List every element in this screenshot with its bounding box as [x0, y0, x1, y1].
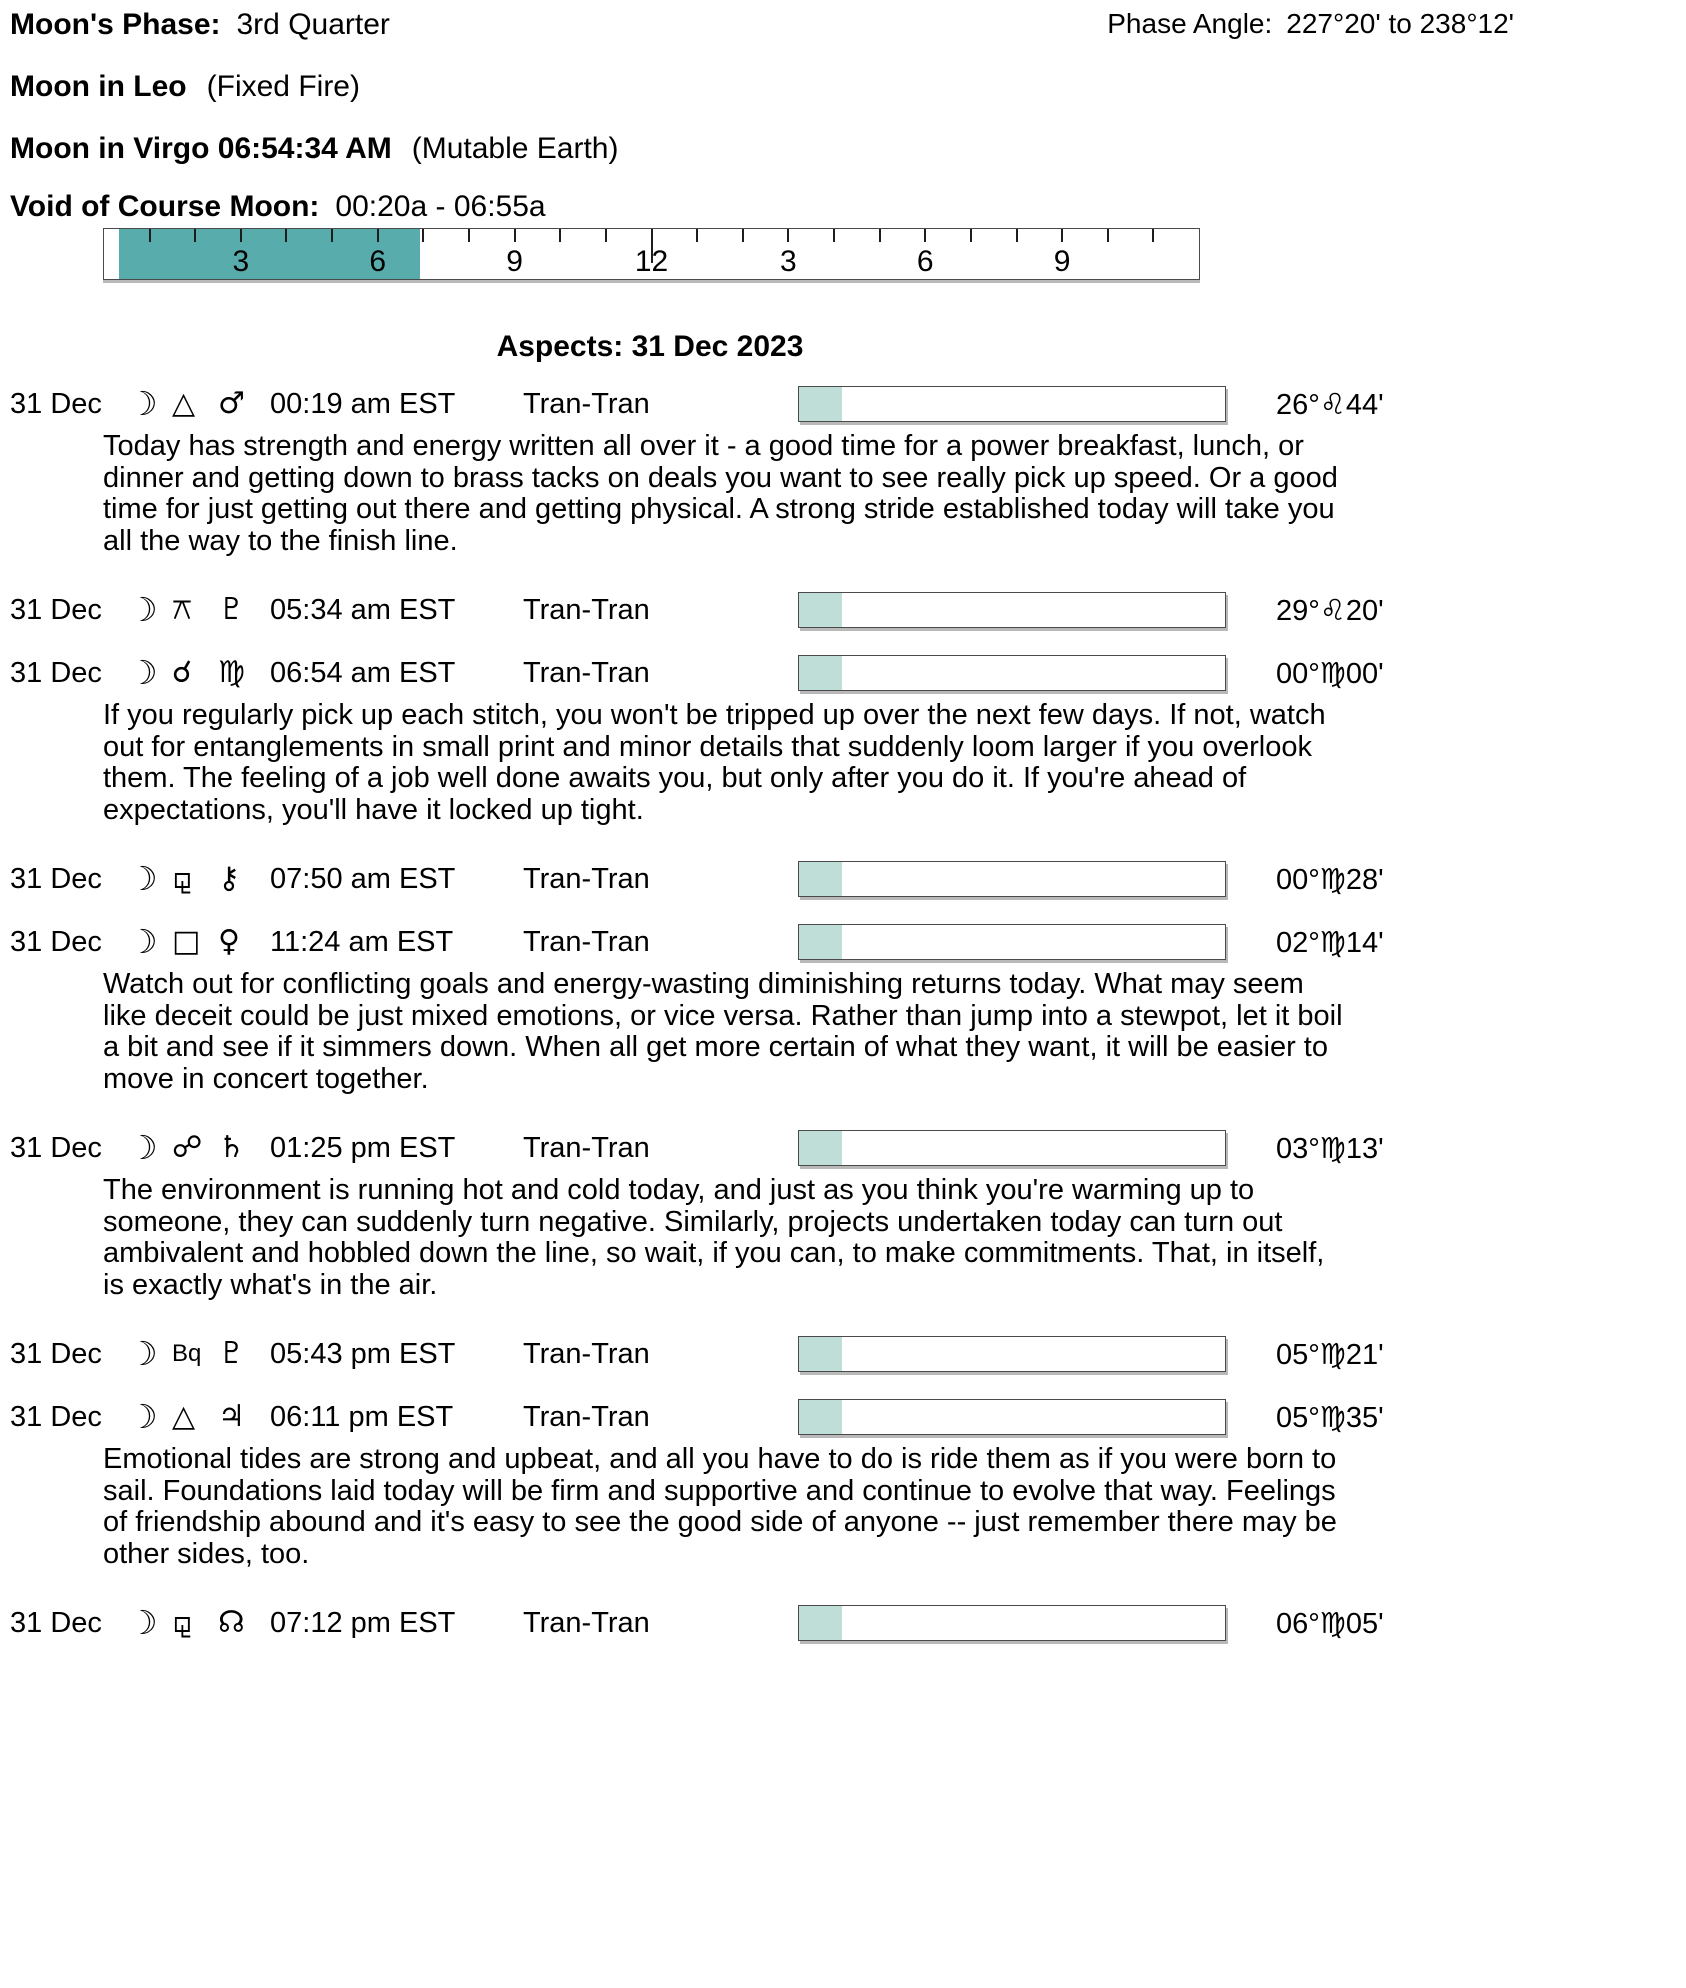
aspect-date: 31 Dec [10, 1606, 102, 1639]
aspect-block [0, 919, 1686, 1095]
pluto-icon: ♇ [218, 592, 245, 627]
aspect-position: 02°♍14' [1276, 926, 1384, 959]
hour-label: 3 [232, 245, 250, 278]
aspect-time: 11:24 am EST [270, 925, 454, 958]
hour-label: 9 [506, 245, 523, 278]
aspect-progress-fill [799, 925, 842, 959]
hour-tick [194, 229, 196, 242]
virgo-ingress-icon: ♍ [218, 655, 245, 690]
quincunx-icon: ⚻ [172, 592, 192, 627]
void-of-course-line [0, 190, 1686, 224]
aspect-block [0, 1600, 1686, 1646]
aspect-interpretation: The environment is running hot and cold today, and just as you think you're warming up to someone, they can suddenly turn negative. Similarly, projects undertaken today can turn out ambivalent and hobbled down the line, so wait, if you can, to make commitments. That, in itself, is exactly what's in the air. [103, 1174, 1325, 1301]
aspect-interpretation: Today has strength and energy written all over it - a good time for a power breakfast, lunch, or dinner and getting down to brass tacks on deals you want to see really pick up speed. Or a good time for just getting out there and getting physical. A strong stride established today will take you all the way to the finish line. [103, 430, 1338, 557]
aspect-progress-bar [798, 1399, 1226, 1435]
biquintile-icon: Bq [172, 1340, 202, 1367]
hour-tick [331, 229, 333, 242]
hour-tick [605, 229, 607, 242]
hour-tick [514, 229, 516, 242]
phase-angle-line [1107, 8, 1514, 42]
moon-phase-value: 3rd Quarter [236, 8, 390, 41]
hour-tick [468, 229, 470, 242]
aspect-row [0, 919, 1686, 965]
aspect-row [0, 1125, 1686, 1171]
aspect-type: Tran-Tran [523, 925, 650, 958]
aspect-type: Tran-Tran [523, 1400, 650, 1433]
aspect-date: 31 Dec [10, 925, 102, 958]
aspect-block [0, 1331, 1686, 1377]
aspect-time: 05:34 am EST [270, 593, 456, 626]
hour-tick [833, 229, 835, 242]
aspect-position: 00°♍28' [1276, 863, 1384, 896]
aspect-interpretation: Watch out for conflicting goals and energy-wasting diminishing returns today. What may seem like deceit could be just mixed emotions, or vice versa. Rather than jump into a stewpot, let it boil a bit and see if it simmers down. When all get more certain of what they want, it will be easier to move in concert together. [103, 968, 1343, 1095]
aspect-row [0, 856, 1686, 902]
moon-icon: ☽ [128, 1334, 158, 1373]
hour-tick [1107, 229, 1109, 242]
aspect-type: Tran-Tran [523, 387, 650, 420]
aspect-interpretation: If you regularly pick up each stitch, you won't be tripped up over the next few days. If not, watch out for entanglements in small print and minor details that suddenly loom larger if you overlook them. The feeling of a job well done awaits you, but only after you do it. If you're ahead of expectations, you'll have it locked up tight. [103, 699, 1326, 826]
aspect-progress-fill [799, 1131, 842, 1165]
hour-label: 6 [369, 245, 387, 278]
hour-label: 6 [916, 245, 934, 278]
aspect-progress-fill [799, 656, 842, 690]
moon-icon: ☽ [128, 1128, 158, 1167]
saturn-icon: ♄ [218, 1130, 245, 1165]
aspect-block [0, 381, 1686, 557]
aspect-time: 06:11 pm EST [270, 1400, 454, 1433]
aspect-block [0, 650, 1686, 826]
aspect-position: 05°♍21' [1276, 1338, 1384, 1371]
aspect-block [0, 1394, 1686, 1570]
hour-tick [377, 229, 379, 242]
hour-tick [970, 229, 972, 242]
aspect-progress-bar [798, 592, 1226, 628]
aspect-date: 31 Dec [10, 1337, 102, 1370]
aspect-type: Tran-Tran [523, 656, 650, 689]
jupiter-icon: ♃ [218, 1399, 245, 1434]
moon-phase-line [10, 8, 390, 42]
voc-ruler [103, 228, 1200, 280]
aspect-row [0, 1331, 1686, 1377]
aspect-type: Tran-Tran [523, 593, 650, 626]
moon-phase-label: Moon's Phase: [10, 8, 221, 41]
opposition-icon: ☍ [172, 1130, 203, 1165]
hour-tick [559, 229, 561, 242]
moon-sign-current-label: Moon in Leo [10, 70, 187, 103]
conjunction-icon: ☌ [172, 655, 193, 690]
moon-icon: ☽ [128, 590, 158, 629]
aspect-row [0, 1394, 1686, 1440]
moon-icon: ☽ [128, 922, 158, 961]
void-of-course-value: 00:20a - 06:55a [335, 190, 546, 223]
aspect-progress-bar [798, 1336, 1226, 1372]
sesquiquadrate-icon: ⚼ [172, 1605, 193, 1640]
hour-tick [1152, 229, 1154, 242]
aspect-type: Tran-Tran [523, 862, 650, 895]
aspect-position: 06°♍05' [1276, 1607, 1384, 1640]
aspect-block [0, 1125, 1686, 1301]
aspect-date: 31 Dec [10, 1400, 102, 1433]
aspect-time: 05:43 pm EST [270, 1337, 456, 1370]
aspect-position: 00°♍00' [1276, 657, 1384, 690]
venus-icon: ♀ [218, 924, 240, 959]
aspects-title: Aspects: 31 Dec 2023 [496, 330, 804, 363]
aspect-row [0, 587, 1686, 633]
moon-sign-current-note: (Fixed Fire) [206, 70, 360, 103]
moon-sign-next-label: Moon in Virgo 06:54:34 AM [10, 132, 392, 165]
aspect-progress-fill [799, 862, 842, 896]
aspect-date: 31 Dec [10, 1131, 102, 1164]
aspect-progress-fill [799, 1337, 842, 1371]
moon-sign-next-note: (Mutable Earth) [411, 132, 619, 165]
aspect-date: 31 Dec [10, 593, 102, 626]
aspect-type: Tran-Tran [523, 1337, 650, 1370]
aspect-progress-bar [798, 655, 1226, 691]
aspect-time: 07:12 pm EST [270, 1606, 456, 1639]
aspect-time: 01:25 pm EST [270, 1131, 456, 1164]
trine-icon: △ [172, 1399, 196, 1434]
moon-icon: ☽ [128, 1397, 158, 1436]
aspect-position: 03°♍13' [1276, 1132, 1384, 1165]
hour-tick [149, 229, 151, 242]
aspect-type: Tran-Tran [523, 1606, 650, 1639]
aspect-time: 07:50 am EST [270, 862, 456, 895]
hour-tick [787, 229, 789, 242]
hour-tick [742, 229, 744, 242]
hour-label: 12 [634, 245, 669, 278]
aspect-time: 06:54 am EST [270, 656, 456, 689]
hour-tick [240, 229, 242, 242]
moon-sign-current-line [0, 70, 1686, 104]
aspect-progress-fill [799, 387, 842, 421]
aspect-interpretation: Emotional tides are strong and upbeat, and all you have to do is ride them as if you were born to sail. Foundations laid today will be firm and supportive and continue to evolve that way. Feelings of friendship abound and it's easy to see the good side of anyone -- just remember there may be other sides, too. [103, 1443, 1337, 1570]
aspect-block [0, 856, 1686, 902]
pluto-icon: ♇ [218, 1336, 245, 1371]
aspect-time: 00:19 am EST [270, 387, 456, 420]
hour-tick [1016, 229, 1018, 242]
hour-label: 3 [780, 245, 797, 278]
square-icon: □ [172, 924, 201, 959]
aspect-progress-bar [798, 924, 1226, 960]
aspect-list [0, 381, 1686, 1646]
hour-tick [924, 229, 926, 242]
hour-label: 9 [1053, 245, 1071, 278]
aspect-row [0, 1600, 1686, 1646]
aspect-date: 31 Dec [10, 656, 102, 689]
hour-tick [285, 229, 287, 242]
moon-sign-next-line [0, 132, 1686, 166]
aspect-progress-bar [798, 386, 1226, 422]
aspect-block [0, 587, 1686, 633]
moon-icon: ☽ [128, 1603, 158, 1642]
aspect-progress-fill [799, 1400, 842, 1434]
moon-icon: ☽ [128, 859, 158, 898]
aspect-date: 31 Dec [10, 862, 102, 895]
aspect-progress-fill [799, 1606, 842, 1640]
aspect-progress-fill [799, 593, 842, 627]
chiron-icon: ⚷ [218, 861, 240, 896]
hour-tick [696, 229, 698, 242]
aspect-type: Tran-Tran [523, 1131, 650, 1164]
aspect-date: 31 Dec [10, 387, 102, 420]
moon-icon: ☽ [128, 653, 158, 692]
hour-tick [1061, 229, 1063, 242]
aspect-progress-bar [798, 1130, 1226, 1166]
aspect-row [0, 650, 1686, 696]
north-node-icon: ☊ [218, 1605, 245, 1640]
sesquiquadrate-icon: ⚼ [172, 861, 193, 896]
aspect-progress-bar [798, 1605, 1226, 1641]
aspect-position: 29°♌20' [1276, 594, 1384, 627]
hour-tick [422, 229, 424, 242]
phase-angle-value: 227°20' to 238°12' [1286, 8, 1514, 39]
aspect-row [0, 381, 1686, 427]
trine-icon: △ [172, 386, 196, 421]
aspect-progress-bar [798, 861, 1226, 897]
phase-angle-label: Phase Angle: [1107, 8, 1273, 39]
aspect-position: 26°♌44' [1276, 388, 1384, 421]
aspect-position: 05°♍35' [1276, 1401, 1384, 1434]
void-of-course-label: Void of Course Moon: [10, 190, 320, 223]
mars-icon: ♂ [218, 386, 245, 421]
moon-icon: ☽ [128, 384, 158, 423]
hour-tick [879, 229, 881, 242]
